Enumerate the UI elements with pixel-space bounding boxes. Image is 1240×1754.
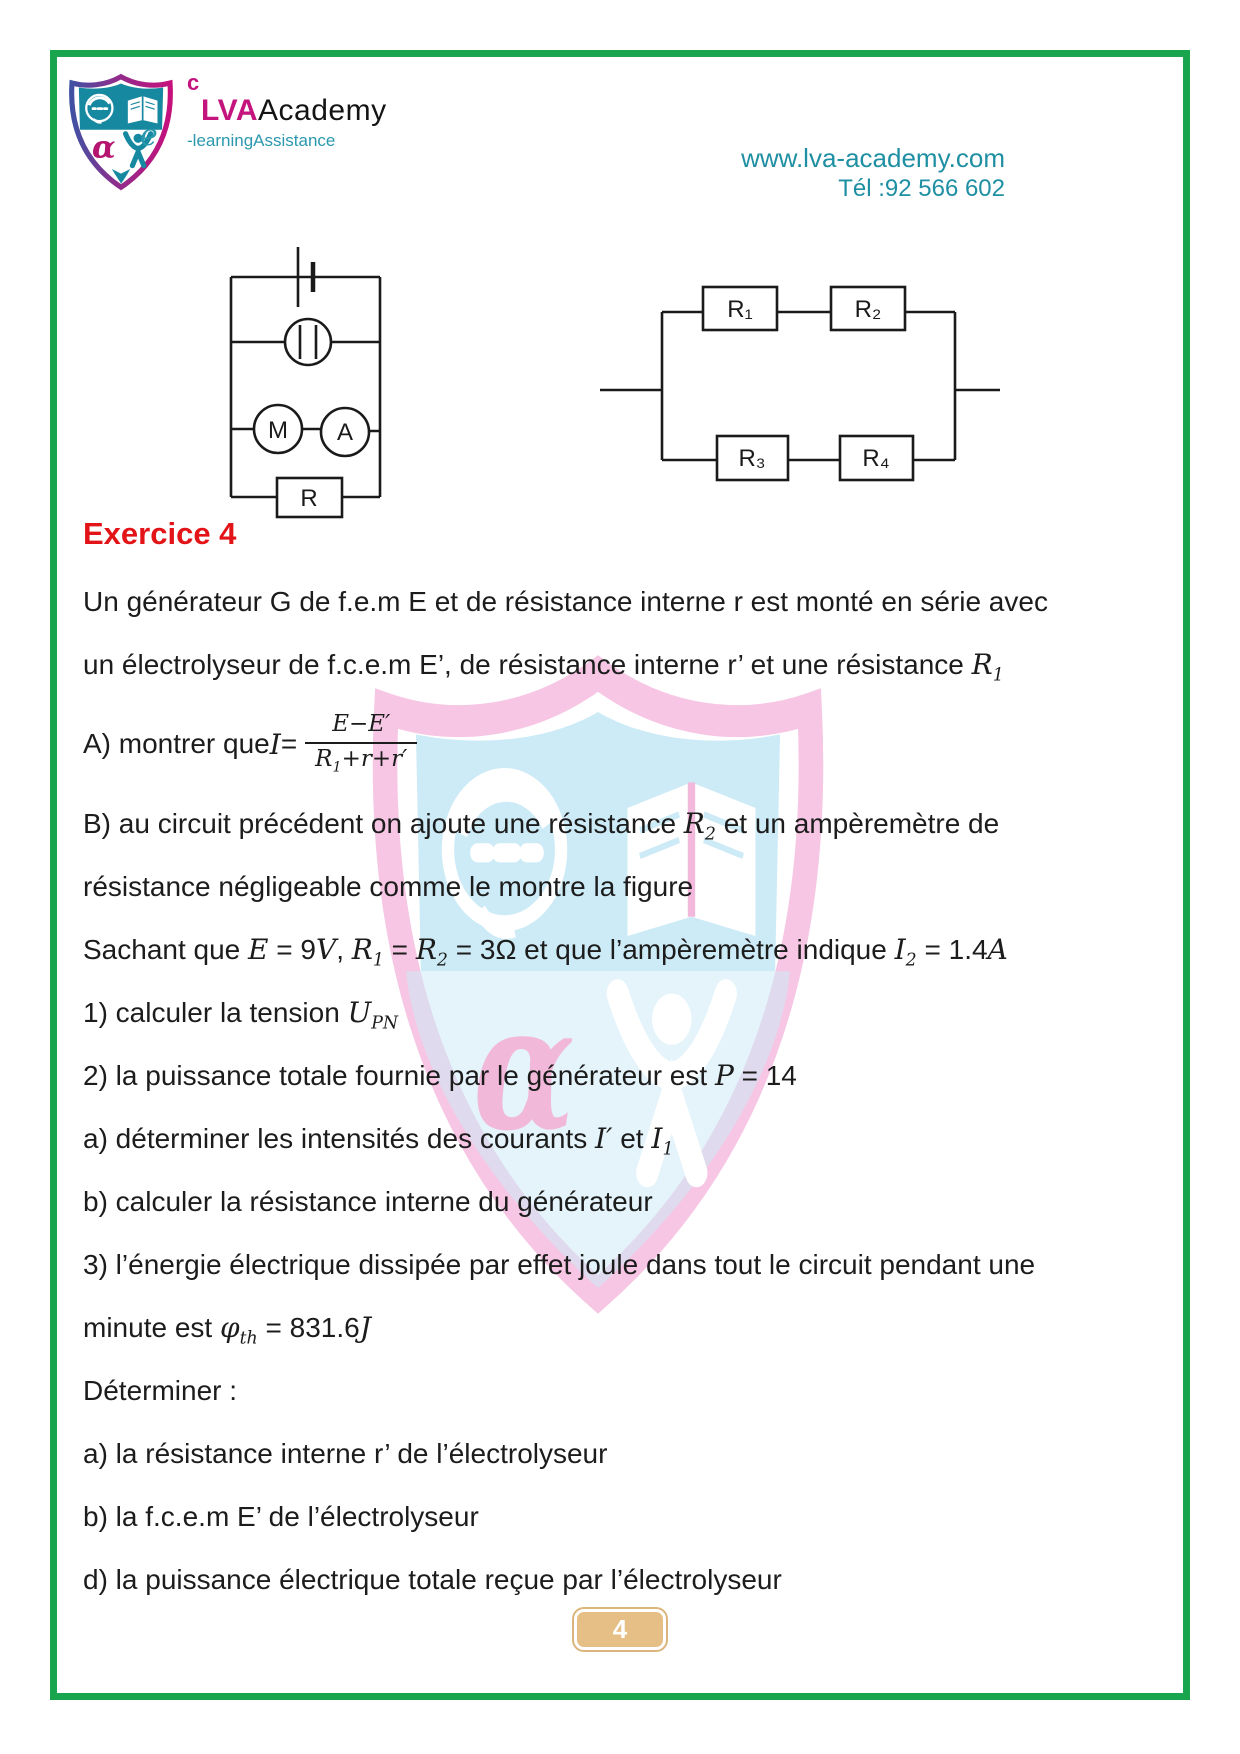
resistor-R4-label: R₄ [862,445,890,472]
math-subscript-segment: $R_1$ [315,745,342,776]
text-segment: b) calculer la résistance interne du générateur [83,1186,653,1217]
text-segment: minute est [83,1312,220,1343]
math-subscript-segment: $U_{PN}$ [347,996,399,1034]
math-segment: V [315,933,337,966]
text-segment: Déterminer : [83,1375,238,1406]
exercise-line [83,1107,1153,1170]
text-segment: a) déterminer les intensités des courants [83,1123,596,1154]
math-subscript-segment: $R_1$ [971,648,1004,686]
text-segment: 3) l’énergie électrique dissipée par effet joule dans tout le circuit pendant une [83,1249,1036,1280]
exercise-line [83,1359,1153,1422]
text-segment: a) la résistance interne r’ de l’électrolyseur [83,1438,608,1469]
right-circuit-figure [595,270,1005,485]
text-segment: d) la puissance électrique totale reçue par l’électrolyseur [83,1564,782,1595]
exercise-line [83,1422,1153,1485]
math-segment: I [269,727,281,761]
exercise-line [83,1296,1153,1359]
svg-text:α: α [473,966,576,1170]
exercise-body [83,570,1153,1611]
text-segment: = 831.6 [257,1312,360,1343]
exercise-line [83,1044,1153,1107]
exercise-line [83,1170,1153,1233]
brand-tagline: -learningAssistance [187,131,336,150]
exercise-title: Exercice 4 [83,516,237,551]
fraction-numerator [305,711,417,744]
math-subscript-segment: $R_1$ [351,933,384,971]
text-segment: = 1.4 [916,934,988,965]
electrolyser-symbol [285,319,331,365]
lva-academy-logo [64,72,178,192]
fraction-denominator [305,744,417,777]
exercise-line [83,633,1153,696]
math-subscript-segment: $R_2$ [683,807,716,845]
math-segment: I′ [595,1122,613,1155]
fraction [305,711,417,776]
text-segment: et un ampèremètre de [715,808,1000,839]
exercise-line [83,918,1153,981]
website-link[interactable]: www.lva-academy.com [741,143,1005,173]
text-segment: b) la f.c.e.m E’ de l’électrolyseur [83,1501,479,1532]
text-segment: = [280,728,298,759]
text-segment: 1) calculer la tension [83,997,348,1028]
brand-name-accent: LVA [201,94,259,127]
motor-label: M [268,417,288,444]
exercise-line [83,570,1153,633]
text-segment: 2) la puissance totale fournie par le générateur est [83,1060,715,1091]
math-subscript-segment: $I_1$ [651,1122,674,1160]
resistor-R1-label: R₁ [727,296,753,323]
math-segment: E [248,933,269,966]
text-segment: B) au circuit précédent on ajoute une résistance [83,808,684,839]
alpha-glyph: α [92,129,116,166]
exercise-line [83,696,1153,792]
text-segment: Sachant que [83,934,249,965]
resistor-R2-label: R₂ [854,296,882,323]
exercise-line [83,792,1153,855]
math-segment: P [714,1059,734,1092]
text-segment: résistance négligeable comme le montre la figure [83,871,694,902]
text-segment: Un générateur G de f.e.m E et de résistance interne r est monté en série avec [83,586,1048,617]
math-segment: J [359,1311,371,1344]
math-segment: A [987,933,1008,966]
text-segment: A) montrer que [83,728,270,759]
text-segment: = 9 [268,934,316,965]
text-segment: = [383,934,416,965]
math-subscript-segment: $I_2$ [894,933,917,971]
brand-script-e: e [140,118,158,153]
text-segment: , [336,934,352,965]
math-segment: E−E′ [332,711,391,738]
exercise-line [83,855,1153,918]
phone-number: Tél :92 566 602 [838,175,1005,202]
exercise-line [83,1485,1153,1548]
brand-name-rest: Academy [258,94,387,127]
math-subscript-segment: $R_2$ [415,933,448,971]
contact-block [560,142,1005,204]
resistor-R-label: R [300,485,318,512]
math-subscript-segment: $\varphi_{th}$ [219,1311,258,1349]
text-segment: un électrolyseur de f.c.e.m E’, de résistance interne r’ et une résistance [83,649,972,680]
text-segment: = 14 [733,1060,797,1091]
text-segment: et [612,1123,652,1154]
brand-name [201,94,387,128]
resistor-R3-label: R₃ [738,445,766,472]
exercise-line [83,981,1153,1044]
page-number-badge [574,1609,666,1650]
exercise-line [83,1548,1153,1611]
exercise-line [83,1233,1153,1296]
math-segment: +r+r′ [341,745,408,772]
ammeter-label: A [336,419,354,446]
brand-mark: c [187,70,200,95]
text-segment: = 3Ω et que l’ampèremètre indique [447,934,895,965]
left-circuit-figure [220,235,400,525]
page-number: 4 [612,1614,628,1644]
